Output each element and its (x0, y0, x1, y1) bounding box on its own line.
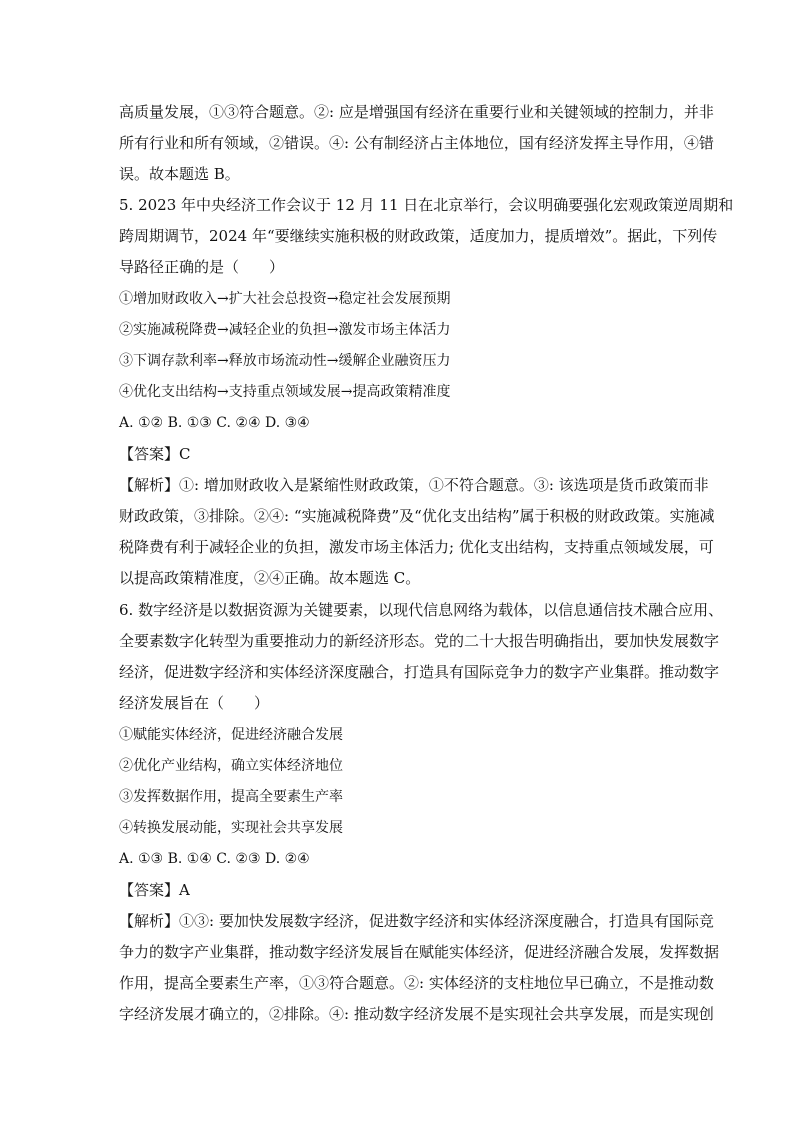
question-5-stem: 跨周期调节，2024 年“要继续实施积极的财政政策，适度加力，提质增效”。据此，下列传 (119, 227, 718, 245)
question-5-option: ①增加财政收入→扩大社会总投资→稳定社会发展预期 (119, 291, 451, 307)
question-6-choices: A. ①③ B. ①④ C. ②③ D. ②④ (119, 851, 310, 867)
question-5-option: ②实施减税降费→减轻企业的负担→激发市场主体活力 (119, 322, 451, 338)
question-6-stem: 全要素数字化转型为重要推动力的新经济形态。党的二十大报告明确指出，要加快发展数字 (119, 632, 720, 650)
question-6-analysis: 作用，提高全要素生产率，①③符合题意。②: 实体经济的支柱地位早已确立，不是推动数 (119, 974, 714, 992)
text-line: 所有行业和所有领域，②错误。④: 公有制经济占主体地位，国有经济发挥主导作用，④错 (119, 134, 714, 152)
question-5-analysis: 以提高政策精准度，②④正确。故本题选 C。 (119, 569, 421, 587)
question-6-option: ④转换发展动能，实现社会共享发展 (119, 820, 343, 836)
question-6-analysis: 【解析】①③: 要加快发展数字经济，促进数字经济和实体经济深度融合，打造具有国际竞 (119, 912, 714, 930)
question-6-option: ②优化产业结构，确立实体经济地位 (119, 758, 343, 774)
question-5-analysis: 税降费有利于减轻企业的负担，激发市场主体活力; 优化支出结构，支持重点领域发展，可 (119, 538, 714, 556)
question-6-option: ③发挥数据作用，提高全要素生产率 (119, 789, 343, 805)
question-6-answer: 【答案】A (119, 881, 190, 899)
question-5-stem: 导路径正确的是（ ） (119, 258, 285, 276)
question-5-option: ④优化支出结构→支持重点领域发展→提高政策精准度 (119, 384, 451, 400)
question-6-analysis: 争力的数字产业集群，推动数字经济发展旨在赋能实体经济，促进经济融合发展，发挥数据 (119, 943, 720, 961)
text-line: 误。故本题选 B。 (119, 165, 240, 183)
question-5-analysis: 【解析】①: 增加财政收入是紧缩性财政政策，①不符合题意。③: 该选项是货币政策而非 (119, 476, 709, 494)
question-5-option: ③下调存款利率→释放市场流动性→缓解企业融资压力 (119, 353, 451, 369)
text-line: 高质量发展，①③符合题意。②: 应是增强国有经济在重要行业和关键领域的控制力，并非 (119, 103, 714, 121)
question-5-choices: A. ①② B. ①③ C. ②④ D. ③④ (119, 415, 310, 431)
question-6-stem: 经济，促进数字经济和实体经济深度融合，打造具有国际竞争力的数字产业集群。推动数字 (119, 663, 720, 681)
question-6-stem: 经济发展旨在（ ） (119, 694, 270, 712)
question-6-analysis: 字经济发展才确立的，②排除。④: 推动数字经济发展不是实现社会共享发展，而是实现创 (119, 1005, 714, 1023)
question-6-option: ①赋能实体经济，促进经济融合发展 (119, 727, 343, 743)
question-5-analysis: 财政政策，③排除。②④: “实施减税降费”及“优化支出结构”属于积极的财政政策。实施减 (119, 507, 715, 525)
question-5-stem: 5. 2023 年中央经济工作会议于 12 月 11 日在北京举行，会议明确要强化宏观政策逆周期和 (119, 196, 734, 214)
question-5-answer: 【答案】C (119, 445, 191, 463)
question-6-stem: 6. 数字经济是以数据资源为关键要素，以现代信息网络为载体，以信息通信技术融合应用、 (119, 601, 724, 619)
